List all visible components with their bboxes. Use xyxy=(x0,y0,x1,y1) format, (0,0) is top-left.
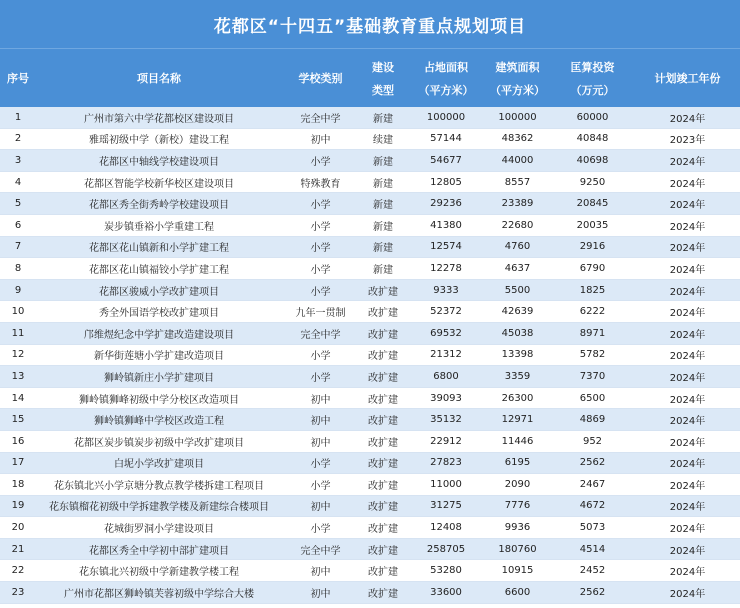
cell-build-type: 改扩建 xyxy=(368,351,398,363)
cell-school-type: 初中 xyxy=(310,588,331,600)
cell-completion-year: 2024年 xyxy=(669,416,706,428)
cell-seq: 19 xyxy=(11,500,25,512)
table-row xyxy=(0,129,740,151)
cell-build-type: 改扩建 xyxy=(368,524,398,536)
cell-land-area: 27823 xyxy=(430,457,462,469)
cell-seq: 8 xyxy=(14,262,22,274)
cell-name: 广州市第六中学花都校区建设项目 xyxy=(84,113,234,125)
cell-seq: 10 xyxy=(11,306,25,318)
cell-land-area: 11000 xyxy=(430,478,462,490)
cell-building-area: 48362 xyxy=(501,133,534,145)
cell-building-area: 180760 xyxy=(498,543,537,555)
cell-completion-year: 2024年 xyxy=(669,156,706,168)
cell-build-type: 改扩建 xyxy=(368,372,398,384)
cell-build-type: 新建 xyxy=(373,113,393,125)
header-land-area xyxy=(407,49,485,107)
cell-investment: 60000 xyxy=(576,111,609,123)
cell-building-area: 12971 xyxy=(501,414,534,426)
cell-investment: 8971 xyxy=(579,327,606,339)
cell-seq: 6 xyxy=(14,219,22,231)
cell-build-type: 改扩建 xyxy=(368,567,398,579)
cell-land-area: 35132 xyxy=(430,414,462,426)
cell-investment: 20035 xyxy=(576,219,609,231)
cell-build-type: 新建 xyxy=(373,264,393,276)
cell-land-area: 29236 xyxy=(430,198,462,210)
cell-school-type: 初中 xyxy=(310,394,331,406)
cell-building-area: 10915 xyxy=(501,565,534,577)
cell-land-area: 52372 xyxy=(430,306,462,318)
cell-investment: 6222 xyxy=(579,306,606,318)
table-row xyxy=(0,215,740,237)
cell-building-area: 4760 xyxy=(504,241,531,253)
cell-land-area: 9333 xyxy=(433,284,459,296)
cell-school-type: 初中 xyxy=(310,135,331,147)
cell-seq: 1 xyxy=(14,111,22,123)
cell-build-type: 新建 xyxy=(373,221,393,233)
cell-completion-year: 2024年 xyxy=(669,524,706,536)
cell-completion-year: 2024年 xyxy=(669,329,706,341)
cell-land-area: 12805 xyxy=(430,176,462,188)
table-row xyxy=(0,517,740,539)
cell-seq: 23 xyxy=(11,586,25,598)
cell-name: 花东镇北兴小学京塘分教点教学楼拆建工程项目 xyxy=(54,480,264,492)
table-row xyxy=(0,323,740,345)
header-land-area-line1: 占地面积 xyxy=(424,60,468,74)
cell-building-area: 5500 xyxy=(504,284,531,296)
cell-completion-year: 2024年 xyxy=(669,221,706,233)
cell-investment: 40848 xyxy=(576,133,609,145)
cell-name: 花东镇榴花初级中学拆建教学楼及新建综合楼项目 xyxy=(49,502,269,514)
cell-build-type: 改扩建 xyxy=(368,416,398,428)
cell-seq: 7 xyxy=(14,241,22,253)
cell-land-area: 53280 xyxy=(430,565,462,577)
cell-land-area: 22912 xyxy=(430,435,462,447)
cell-land-area: 57144 xyxy=(430,133,462,145)
cell-building-area: 23389 xyxy=(501,198,534,210)
cell-name: 花城街罗洞小学建设项目 xyxy=(104,524,214,536)
cell-seq: 4 xyxy=(14,176,22,188)
header-build-type-line1: 建设 xyxy=(372,60,394,74)
cell-seq: 3 xyxy=(14,154,22,166)
cell-seq: 9 xyxy=(14,284,22,296)
cell-seq: 14 xyxy=(11,392,25,404)
cell-land-area: 100000 xyxy=(426,111,466,123)
cell-completion-year: 2024年 xyxy=(669,200,706,212)
cell-building-area: 13398 xyxy=(501,349,534,361)
cell-name: 花都区花山镇新和小学扩建工程 xyxy=(89,243,229,255)
cell-investment: 9250 xyxy=(579,176,606,188)
cell-school-type: 特殊教育 xyxy=(300,178,341,190)
cell-building-area: 42639 xyxy=(501,306,534,318)
table-row xyxy=(0,258,740,280)
table-row xyxy=(0,193,740,215)
header-land-area-line2: （平方米） xyxy=(418,83,474,97)
cell-investment: 4514 xyxy=(579,543,606,555)
cell-name: 白坭小学改扩建项目 xyxy=(114,459,204,471)
cell-land-area: 39093 xyxy=(430,392,462,404)
cell-seq: 11 xyxy=(11,327,25,339)
cell-land-area: 12278 xyxy=(430,262,462,274)
table-row xyxy=(0,150,740,172)
cell-land-area: 6800 xyxy=(433,370,459,382)
cell-investment: 5073 xyxy=(579,522,606,534)
cell-build-type: 改扩建 xyxy=(368,308,398,320)
cell-name: 秀全外国语学校改扩建项目 xyxy=(99,308,219,320)
cell-name: 炭步镇垂裕小学重建工程 xyxy=(104,221,214,233)
header-school-type: 学校类别 xyxy=(298,72,343,85)
cell-name: 花都区秀全街秀岭学校建设项目 xyxy=(89,200,229,212)
cell-investment: 2562 xyxy=(579,457,606,469)
cell-completion-year: 2024年 xyxy=(669,351,706,363)
cell-completion-year: 2024年 xyxy=(669,437,706,449)
cell-completion-year: 2024年 xyxy=(669,588,706,600)
table-row xyxy=(0,301,740,323)
table-row xyxy=(0,388,740,410)
cell-building-area: 11446 xyxy=(501,435,534,447)
cell-seq: 20 xyxy=(11,522,25,534)
cell-name: 新华街莲塘小学扩建改造项目 xyxy=(94,351,224,363)
table-row xyxy=(0,107,740,129)
table-body xyxy=(0,107,740,604)
cell-name: 邝维煜纪念中学扩建改造建设项目 xyxy=(84,329,234,341)
cell-build-type: 改扩建 xyxy=(368,459,398,471)
cell-name: 花都区炭步镇炭步初级中学改扩建项目 xyxy=(74,437,244,449)
cell-building-area: 6600 xyxy=(504,586,531,598)
cell-completion-year: 2024年 xyxy=(669,567,706,579)
cell-school-type: 初中 xyxy=(310,502,331,514)
header-building-area xyxy=(485,49,550,107)
cell-seq: 22 xyxy=(11,565,25,577)
cell-investment: 20845 xyxy=(576,198,609,210)
cell-land-area: 33600 xyxy=(430,586,462,598)
cell-building-area: 100000 xyxy=(498,111,537,123)
cell-school-type: 完全中学 xyxy=(300,113,341,125)
cell-name: 狮岭镇狮峰初级中学分校区改造项目 xyxy=(79,394,239,406)
cell-build-type: 新建 xyxy=(373,178,393,190)
header-building-area-line2: （平方米） xyxy=(490,83,545,97)
cell-seq: 18 xyxy=(11,478,25,490)
cell-seq: 16 xyxy=(11,435,25,447)
cell-name: 狮岭镇新庄小学扩建项目 xyxy=(104,372,214,384)
cell-build-type: 改扩建 xyxy=(368,286,398,298)
cell-building-area: 4637 xyxy=(504,262,531,274)
cell-school-type: 小学 xyxy=(310,221,331,233)
cell-building-area: 9936 xyxy=(504,522,531,534)
header-completion-year: 计划竣工年份 xyxy=(654,72,721,85)
cell-school-type: 小学 xyxy=(310,264,331,276)
cell-school-type: 初中 xyxy=(310,567,331,579)
page-title: 花都区“十四五”基础教育重点规划项目 xyxy=(0,0,740,48)
cell-investment: 6790 xyxy=(579,262,606,274)
header-investment-line1: 匡算投资 xyxy=(570,60,615,74)
cell-school-type: 小学 xyxy=(310,524,331,536)
cell-build-type: 改扩建 xyxy=(368,545,398,557)
cell-completion-year: 2024年 xyxy=(669,178,706,190)
cell-building-area: 6195 xyxy=(504,457,531,469)
cell-build-type: 新建 xyxy=(373,200,393,212)
cell-build-type: 新建 xyxy=(373,243,393,255)
cell-seq: 12 xyxy=(11,349,25,361)
cell-completion-year: 2023年 xyxy=(669,135,706,147)
cell-build-type: 改扩建 xyxy=(368,437,398,449)
cell-build-type: 改扩建 xyxy=(368,502,398,514)
cell-building-area: 26300 xyxy=(501,392,534,404)
table-row xyxy=(0,237,740,259)
table-header xyxy=(0,48,740,107)
table-row xyxy=(0,431,740,453)
cell-investment: 2916 xyxy=(579,241,606,253)
cell-building-area: 45038 xyxy=(501,327,534,339)
cell-school-type: 小学 xyxy=(310,459,331,471)
cell-seq: 13 xyxy=(11,370,25,382)
cell-name: 花都区中轴线学校建设项目 xyxy=(99,156,219,168)
cell-investment: 2562 xyxy=(579,586,606,598)
cell-school-type: 小学 xyxy=(310,156,331,168)
table-row xyxy=(0,345,740,367)
cell-investment: 5782 xyxy=(579,349,606,361)
cell-land-area: 21312 xyxy=(430,349,462,361)
table-row xyxy=(0,560,740,582)
cell-name: 花都区秀全中学初中部扩建项目 xyxy=(89,545,229,557)
table-row xyxy=(0,366,740,388)
cell-school-type: 小学 xyxy=(310,200,331,212)
cell-school-type: 小学 xyxy=(310,480,331,492)
cell-build-type: 改扩建 xyxy=(368,588,398,600)
cell-completion-year: 2024年 xyxy=(669,286,706,298)
cell-building-area: 7776 xyxy=(504,500,531,512)
cell-completion-year: 2024年 xyxy=(669,545,706,557)
cell-name: 花都区智能学校新华校区建设项目 xyxy=(84,178,234,190)
cell-investment: 2452 xyxy=(579,565,606,577)
header-investment xyxy=(550,49,635,107)
cell-investment: 952 xyxy=(582,435,603,447)
cell-build-type: 改扩建 xyxy=(368,329,398,341)
cell-seq: 2 xyxy=(14,133,22,145)
cell-building-area: 44000 xyxy=(501,154,534,166)
cell-school-type: 小学 xyxy=(310,351,331,363)
cell-school-type: 完全中学 xyxy=(300,545,341,557)
cell-land-area: 258705 xyxy=(426,543,466,555)
cell-completion-year: 2024年 xyxy=(669,459,706,471)
header-build-type xyxy=(359,49,407,107)
header-build-type-line2: 类型 xyxy=(372,83,394,97)
cell-build-type: 新建 xyxy=(373,156,393,168)
cell-school-type: 小学 xyxy=(310,243,331,255)
cell-name: 狮岭镇狮峰中学校区改造工程 xyxy=(94,416,224,428)
cell-name: 花都区骏威小学改扩建项目 xyxy=(99,286,219,298)
cell-school-type: 九年一贯制 xyxy=(295,308,346,320)
cell-land-area: 41380 xyxy=(430,219,462,231)
cell-completion-year: 2024年 xyxy=(669,480,706,492)
cell-school-type: 初中 xyxy=(310,437,331,449)
table-row xyxy=(0,409,740,431)
table-row xyxy=(0,280,740,302)
table-row xyxy=(0,474,740,496)
cell-school-type: 完全中学 xyxy=(300,329,341,341)
cell-completion-year: 2024年 xyxy=(669,243,706,255)
cell-school-type: 初中 xyxy=(310,416,331,428)
cell-investment: 7370 xyxy=(579,370,606,382)
table-row xyxy=(0,582,740,604)
cell-land-area: 12574 xyxy=(430,241,462,253)
cell-building-area: 8557 xyxy=(504,176,531,188)
header-name: 项目名称 xyxy=(137,72,181,85)
cell-investment: 4869 xyxy=(579,414,606,426)
cell-completion-year: 2024年 xyxy=(669,308,706,320)
cell-investment: 2467 xyxy=(579,478,606,490)
cell-seq: 21 xyxy=(11,543,25,555)
cell-investment: 4672 xyxy=(579,500,606,512)
cell-land-area: 69532 xyxy=(430,327,462,339)
cell-investment: 40698 xyxy=(576,154,609,166)
cell-name: 花东镇北兴初级中学新建教学楼工程 xyxy=(79,567,239,579)
header-building-area-line1: 建筑面积 xyxy=(495,60,540,74)
cell-school-type: 小学 xyxy=(310,286,331,298)
cell-seq: 15 xyxy=(11,414,25,426)
cell-investment: 6500 xyxy=(579,392,606,404)
cell-building-area: 3359 xyxy=(504,370,531,382)
cell-completion-year: 2024年 xyxy=(669,264,706,276)
cell-completion-year: 2024年 xyxy=(669,113,706,125)
cell-completion-year: 2024年 xyxy=(669,394,706,406)
table-row xyxy=(0,453,740,475)
cell-build-type: 续建 xyxy=(373,135,393,147)
cell-completion-year: 2024年 xyxy=(669,372,706,384)
cell-name: 花都区花山镇福铰小学扩建工程 xyxy=(89,264,229,276)
header-investment-line2: （万元） xyxy=(570,83,615,97)
table-row xyxy=(0,496,740,518)
cell-building-area: 22680 xyxy=(501,219,534,231)
cell-name: 广州市花都区狮岭镇芙蓉初级中学综合大楼 xyxy=(64,588,254,600)
cell-building-area: 2090 xyxy=(504,478,531,490)
cell-investment: 1825 xyxy=(579,284,606,296)
header-seq: 序号 xyxy=(7,72,29,85)
cell-seq: 17 xyxy=(11,457,25,469)
cell-land-area: 31275 xyxy=(430,500,462,512)
cell-name: 雅瑶初级中学（新校）建设工程 xyxy=(89,135,229,147)
cell-land-area: 54677 xyxy=(430,154,462,166)
cell-completion-year: 2024年 xyxy=(669,502,706,514)
cell-build-type: 改扩建 xyxy=(368,480,398,492)
table-row xyxy=(0,172,740,194)
cell-school-type: 小学 xyxy=(310,372,331,384)
cell-land-area: 12408 xyxy=(430,522,462,534)
cell-seq: 5 xyxy=(14,198,22,210)
table-row xyxy=(0,539,740,561)
cell-build-type: 改扩建 xyxy=(368,394,398,406)
